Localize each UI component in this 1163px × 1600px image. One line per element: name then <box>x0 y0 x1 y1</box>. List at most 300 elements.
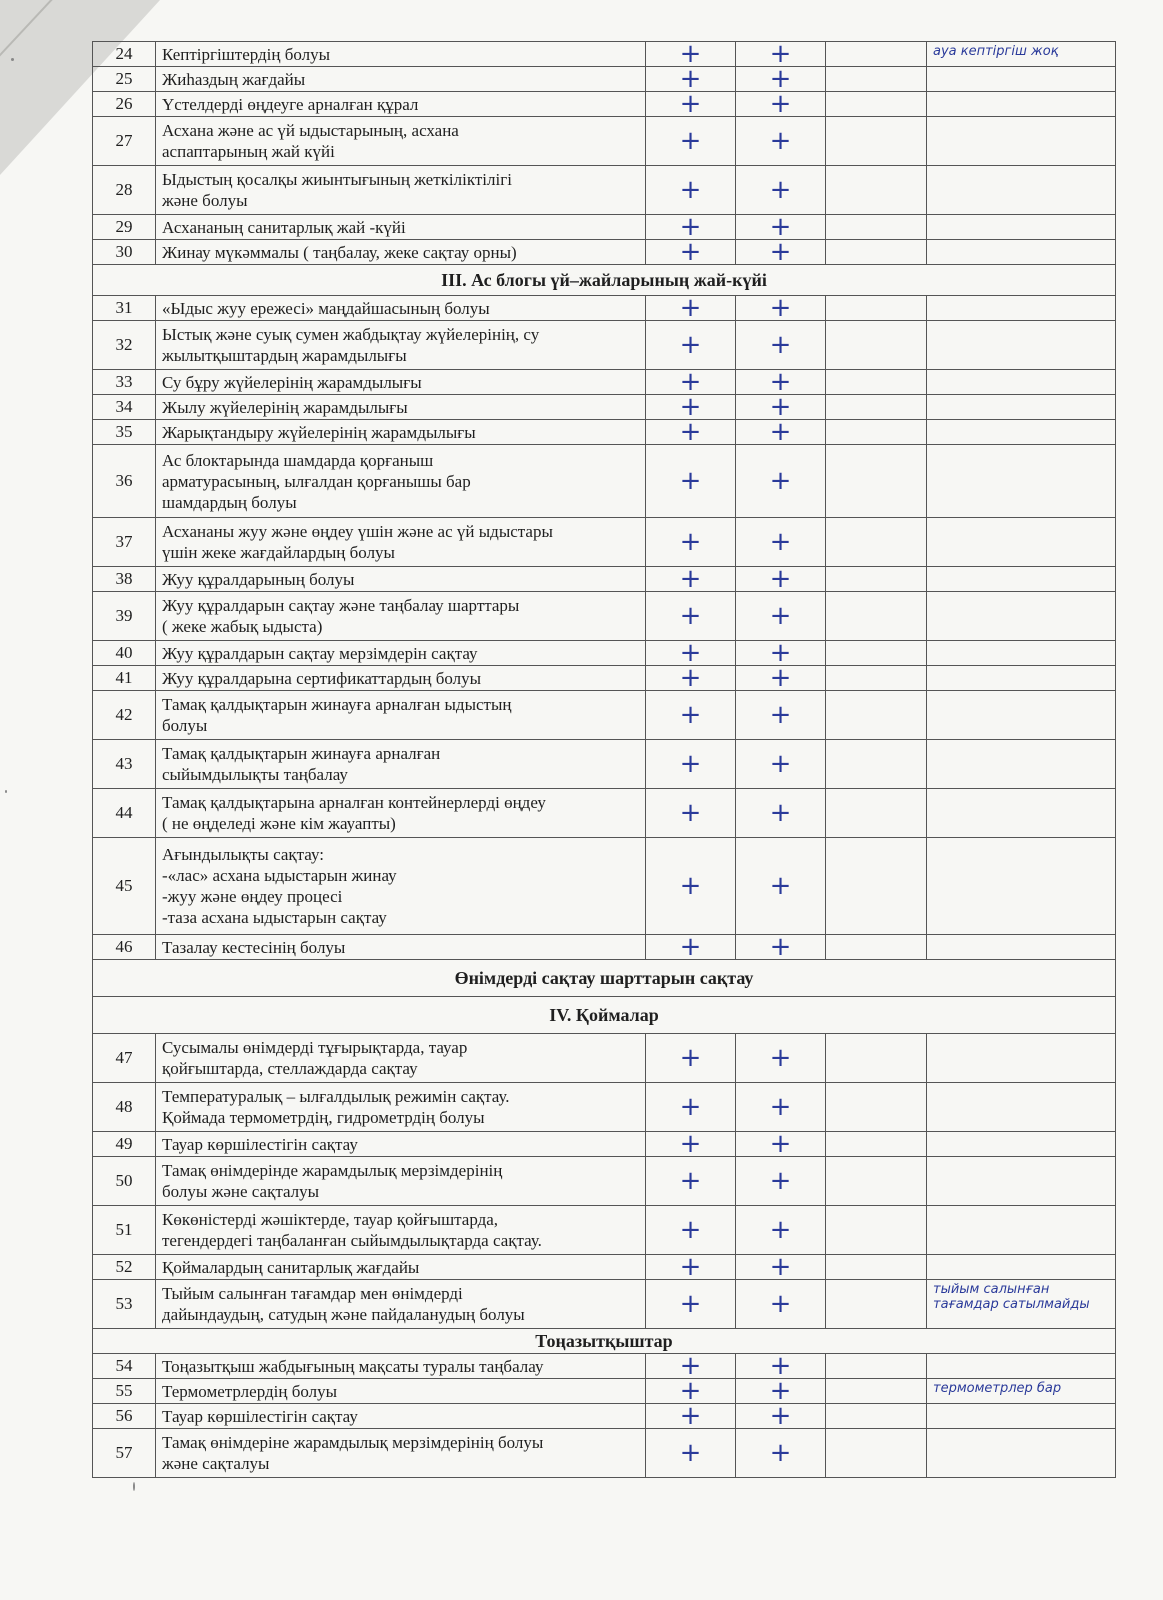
mark-cell <box>736 212 826 242</box>
handwritten-plus-mark: + <box>679 64 702 94</box>
mark-cell <box>646 663 736 693</box>
empty-cell <box>826 420 927 444</box>
criterion-text <box>156 592 646 640</box>
handwritten-plus-mark: + <box>769 871 792 901</box>
handwritten-note: тыйым салынған тағамдар сатылмайды <box>933 1282 1090 1312</box>
criterion-text <box>156 1083 646 1131</box>
criterion-line: үшін жеке жағдайлардың болуы <box>162 543 395 562</box>
handwritten-plus-mark: + <box>679 871 702 901</box>
row-number: 32 <box>93 321 156 369</box>
row-number: 57 <box>93 1429 156 1477</box>
table-row <box>93 293 1116 323</box>
criterion-text <box>156 1132 646 1156</box>
table-row <box>93 638 1116 668</box>
row-number: 25 <box>93 67 156 91</box>
empty-cell <box>826 1429 927 1477</box>
criterion-text <box>156 117 646 165</box>
table-row <box>93 1401 1116 1431</box>
mark-cell <box>736 1351 826 1381</box>
criterion-text <box>156 1354 646 1378</box>
handwritten-plus-mark: + <box>769 126 792 156</box>
table-row <box>93 1429 1116 1478</box>
row-number: 36 <box>93 445 156 517</box>
mark-cell <box>736 367 826 397</box>
note-cell <box>927 1034 1116 1082</box>
table-row <box>93 417 1116 447</box>
note-cell <box>927 215 1116 239</box>
mark-cell <box>736 64 826 94</box>
empty-cell <box>826 1404 927 1428</box>
mark-cell <box>646 166 736 214</box>
mark-cell <box>736 1034 826 1082</box>
handwritten-plus-mark: + <box>769 1252 792 1282</box>
mark-cell <box>736 117 826 165</box>
mark-cell <box>736 1157 826 1205</box>
handwritten-plus-mark: + <box>769 1166 792 1196</box>
note-cell <box>927 1280 1116 1328</box>
table-row <box>93 117 1116 166</box>
mark-cell <box>736 518 826 566</box>
mark-cell <box>736 592 826 640</box>
row-number: 29 <box>93 215 156 239</box>
criterion-text <box>156 1280 646 1328</box>
table-row <box>93 166 1116 215</box>
handwritten-plus-mark: + <box>769 932 792 962</box>
criterion-line: Үстелдерді өңдеуге арналған құрал <box>162 94 419 114</box>
handwritten-plus-mark: + <box>679 527 702 557</box>
table-row <box>93 64 1116 94</box>
row-number: 49 <box>93 1132 156 1156</box>
criterion-line: тегендердегі таңбаланған сыйымдылықтарда сақтау. <box>162 1231 542 1250</box>
note-cell <box>927 1157 1116 1205</box>
note-cell <box>927 240 1116 264</box>
criterion-text <box>156 935 646 959</box>
section-header-row <box>93 1329 1116 1354</box>
handwritten-plus-mark: + <box>769 564 792 594</box>
mark-cell <box>646 293 736 323</box>
empty-cell <box>826 838 927 934</box>
row-number: 52 <box>93 1255 156 1279</box>
mark-cell <box>646 932 736 962</box>
mark-cell <box>736 293 826 323</box>
empty-cell <box>826 370 927 394</box>
criterion-line: Қоймалардың санитарлық жағдайы <box>162 1257 420 1277</box>
table-row <box>93 1157 1116 1206</box>
handwritten-note: ауа кептіргіш жоқ <box>933 44 1059 59</box>
criterion-line: және болуы <box>162 191 248 210</box>
handwritten-plus-mark: + <box>769 1289 792 1319</box>
criterion-text <box>156 1206 646 1254</box>
empty-cell <box>826 445 927 517</box>
handwritten-plus-mark: + <box>769 466 792 496</box>
section-header-row <box>93 997 1116 1034</box>
criterion-line: Жуу құралдарын сақтау мерзімдерін сақтау <box>162 643 478 663</box>
criterion-text <box>156 370 646 394</box>
row-number: 43 <box>93 740 156 788</box>
handwritten-plus-mark: + <box>679 700 702 730</box>
mark-cell <box>646 1401 736 1431</box>
criterion-line: Тамақ қалдықтарына арналған контейнерлерді өңдеу <box>162 793 546 812</box>
section-header: Өнімдерді сақтау шарттарын сақтау <box>93 960 1116 996</box>
handwritten-plus-mark: + <box>679 1289 702 1319</box>
mark-cell <box>646 237 736 267</box>
note-cell <box>927 1083 1116 1131</box>
handwritten-plus-mark: + <box>679 1376 702 1406</box>
note-cell <box>927 1429 1116 1477</box>
note-cell <box>927 395 1116 419</box>
empty-cell <box>826 789 927 837</box>
criterion-line: Көкөністерді жәшіктерде, тауар қойғыштарда, <box>162 1210 499 1229</box>
table-row <box>93 932 1116 962</box>
mark-cell <box>646 1351 736 1381</box>
note-cell <box>927 67 1116 91</box>
empty-cell <box>826 117 927 165</box>
table-row <box>93 691 1116 740</box>
empty-cell <box>826 935 927 959</box>
mark-cell <box>736 166 826 214</box>
section-header: ІІІ. Ас блогы үй–жайларының жай-күйі <box>93 265 1116 295</box>
handwritten-plus-mark: + <box>769 89 792 119</box>
criterion-text <box>156 445 646 517</box>
mark-cell <box>646 392 736 422</box>
handwritten-plus-mark: + <box>769 1092 792 1122</box>
handwritten-plus-mark: + <box>679 330 702 360</box>
criterion-text <box>156 296 646 320</box>
criterion-line: Ыдыстың қосалқы жиынтығының жеткіліктілігі <box>162 170 512 189</box>
criterion-line: Тамақ қалдықтарын жинауға арналған <box>162 744 441 763</box>
row-number: 28 <box>93 166 156 214</box>
criterion-text <box>156 1404 646 1428</box>
criterion-text <box>156 215 646 239</box>
row-number: 40 <box>93 641 156 665</box>
handwritten-plus-mark: + <box>769 1376 792 1406</box>
criterion-line: арматурасының, ылғалдан қорғанышы бар <box>162 471 471 491</box>
row-number: 50 <box>93 1157 156 1205</box>
note-cell <box>927 166 1116 214</box>
row-number: 56 <box>93 1404 156 1428</box>
criterion-line: ( не өңделеді және кім жауапты) <box>162 814 396 833</box>
criterion-line: болуы <box>162 716 208 735</box>
mark-cell <box>646 321 736 369</box>
handwritten-plus-mark: + <box>769 749 792 779</box>
handwritten-plus-mark: + <box>679 1351 702 1381</box>
criterion-text <box>156 789 646 837</box>
criterion-line: Асхана және ас үй ыдыстарының, асхана <box>162 121 459 140</box>
handwritten-plus-mark: + <box>679 638 702 668</box>
criterion-text <box>156 166 646 214</box>
mark-cell <box>736 39 826 69</box>
criterion-line: -«лас» асхана ыдыстарын жинау <box>162 866 397 885</box>
table-row <box>93 321 1116 370</box>
empty-cell <box>826 1083 927 1131</box>
criterion-line: Тауар көршілестігін сақтау <box>162 1134 358 1154</box>
mark-cell <box>736 691 826 739</box>
mark-cell <box>736 392 826 422</box>
mark-cell <box>646 638 736 668</box>
row-number: 27 <box>93 117 156 165</box>
handwritten-plus-mark: + <box>679 1043 702 1073</box>
section-header: Тоңазытқыштар <box>93 1329 1116 1353</box>
mark-cell <box>736 740 826 788</box>
handwritten-plus-mark: + <box>769 212 792 242</box>
note-cell <box>927 666 1116 690</box>
criterion-line: Тамақ өнімдерінде жарамдылық мерзімдерінің <box>162 1161 503 1180</box>
criterion-line: дайындаудың, сатудың және пайдаланудың болуы <box>162 1305 525 1324</box>
mark-cell <box>646 39 736 69</box>
mark-cell <box>646 740 736 788</box>
criterion-text <box>156 395 646 419</box>
mark-cell <box>736 1083 826 1131</box>
criterion-text <box>156 1157 646 1205</box>
handwritten-plus-mark: + <box>679 367 702 397</box>
row-number: 30 <box>93 240 156 264</box>
empty-cell <box>826 1157 927 1205</box>
mark-cell <box>646 838 736 934</box>
empty-cell <box>826 518 927 566</box>
row-number: 31 <box>93 296 156 320</box>
handwritten-plus-mark: + <box>769 601 792 631</box>
mark-cell <box>646 445 736 517</box>
handwritten-plus-mark: + <box>769 1215 792 1245</box>
mark-cell <box>736 1280 826 1328</box>
table-row <box>93 838 1116 935</box>
note-cell <box>927 42 1116 66</box>
handwritten-plus-mark: + <box>679 932 702 962</box>
criterion-line: Жарықтандыру жүйелерінің жарамдылығы <box>162 422 476 442</box>
handwritten-plus-mark: + <box>769 367 792 397</box>
empty-cell <box>826 321 927 369</box>
handwritten-plus-mark: + <box>679 1166 702 1196</box>
criterion-line: Қоймада термометрдің, гидрометрдің болуы <box>162 1108 485 1127</box>
handwritten-plus-mark: + <box>679 39 702 69</box>
note-cell <box>927 370 1116 394</box>
table-row <box>93 1206 1116 1255</box>
handwritten-plus-mark: + <box>769 1043 792 1073</box>
row-number: 42 <box>93 691 156 739</box>
mark-cell <box>646 1083 736 1131</box>
table-row <box>93 663 1116 693</box>
mark-cell <box>646 1206 736 1254</box>
criterion-line: және сақталуы <box>162 1454 270 1473</box>
mark-cell <box>646 1129 736 1159</box>
note-cell <box>927 321 1116 369</box>
mark-cell <box>736 321 826 369</box>
mark-cell <box>646 518 736 566</box>
empty-cell <box>826 1206 927 1254</box>
note-cell <box>927 420 1116 444</box>
table-row <box>93 592 1116 641</box>
mark-cell <box>736 1376 826 1406</box>
empty-cell <box>826 215 927 239</box>
criterion-line: Ағындылықты сақтау: <box>162 845 324 864</box>
criterion-line: Тазалау кестесінің болуы <box>162 937 346 957</box>
handwritten-plus-mark: + <box>769 1438 792 1468</box>
mark-cell <box>646 1280 736 1328</box>
row-number: 35 <box>93 420 156 444</box>
criterion-line: Тыйым салынған тағамдар мен өнімдерді <box>162 1284 463 1303</box>
criterion-line: Жуу құралдарын сақтау және таңбалау шарттары <box>162 596 520 615</box>
paper-speck <box>133 1482 135 1491</box>
row-number: 55 <box>93 1379 156 1403</box>
handwritten-plus-mark: + <box>679 1252 702 1282</box>
mark-cell <box>736 838 826 934</box>
criterion-text <box>156 1379 646 1403</box>
criterion-text <box>156 420 646 444</box>
table-row <box>93 1351 1116 1381</box>
handwritten-plus-mark: + <box>679 417 702 447</box>
table-row <box>93 1252 1116 1282</box>
empty-cell <box>826 740 927 788</box>
mark-cell <box>736 1401 826 1431</box>
criterion-text <box>156 1034 646 1082</box>
note-cell <box>927 296 1116 320</box>
mark-cell <box>646 1252 736 1282</box>
table-row <box>93 392 1116 422</box>
row-number: 24 <box>93 42 156 66</box>
handwritten-plus-mark: + <box>679 1129 702 1159</box>
criterion-line: шамдардың болуы <box>162 492 297 512</box>
criterion-text <box>156 641 646 665</box>
table-row <box>93 740 1116 789</box>
criterion-text <box>156 691 646 739</box>
row-number: 37 <box>93 518 156 566</box>
criterion-line: Жинау мүкәммалы ( таңбалау, жеке сақтау орны) <box>162 242 517 262</box>
empty-cell <box>826 1379 927 1403</box>
note-cell <box>927 592 1116 640</box>
mark-cell <box>646 1157 736 1205</box>
row-number: 47 <box>93 1034 156 1082</box>
table-row <box>93 1376 1116 1406</box>
empty-cell <box>826 1132 927 1156</box>
criterion-line: сыйымдылықты таңбалау <box>162 765 348 784</box>
handwritten-plus-mark: + <box>769 798 792 828</box>
handwritten-plus-mark: + <box>769 1401 792 1431</box>
handwritten-plus-mark: + <box>679 1215 702 1245</box>
mark-cell <box>736 89 826 119</box>
criterion-line: қойғыштарда, стеллаждарда сақтау <box>162 1059 418 1078</box>
mark-cell <box>646 417 736 447</box>
empty-cell <box>826 240 927 264</box>
criterion-text <box>156 666 646 690</box>
note-cell <box>927 567 1116 591</box>
handwritten-plus-mark: + <box>769 330 792 360</box>
criterion-line: Тамақ қалдықтарын жинауға арналған ыдыстың <box>162 695 512 714</box>
handwritten-plus-mark: + <box>769 64 792 94</box>
handwritten-plus-mark: + <box>679 663 702 693</box>
note-cell <box>927 740 1116 788</box>
criterion-text <box>156 518 646 566</box>
mark-cell <box>646 1429 736 1477</box>
mark-cell <box>736 663 826 693</box>
criterion-text <box>156 567 646 591</box>
handwritten-plus-mark: + <box>679 466 702 496</box>
empty-cell <box>826 296 927 320</box>
checklist-table <box>92 41 1116 1478</box>
criterion-text <box>156 1255 646 1279</box>
paper-speck <box>5 790 7 793</box>
note-cell <box>927 1206 1116 1254</box>
row-number: 44 <box>93 789 156 837</box>
criterion-text <box>156 838 646 934</box>
handwritten-plus-mark: + <box>769 392 792 422</box>
criterion-line: Асхананың санитарлық жай -күйі <box>162 217 406 237</box>
mark-cell <box>736 638 826 668</box>
handwritten-plus-mark: + <box>769 237 792 267</box>
row-number: 53 <box>93 1280 156 1328</box>
row-number: 26 <box>93 92 156 116</box>
criterion-text <box>156 1429 646 1477</box>
mark-cell <box>646 64 736 94</box>
note-cell <box>927 117 1116 165</box>
table-row <box>93 445 1116 518</box>
criterion-line: Тамақ өнімдеріне жарамдылық мерзімдерінің болуы <box>162 1433 544 1452</box>
criterion-line: ( жеке жабық ыдыста) <box>162 617 323 636</box>
criterion-line: жылытқыштардың жарамдылығы <box>162 346 407 365</box>
table-row <box>93 789 1116 838</box>
mark-cell <box>646 564 736 594</box>
table-row <box>93 212 1116 242</box>
table-row <box>93 1280 1116 1329</box>
handwritten-plus-mark: + <box>679 601 702 631</box>
mark-cell <box>646 117 736 165</box>
note-cell <box>927 935 1116 959</box>
row-number: 46 <box>93 935 156 959</box>
table-row <box>93 1083 1116 1132</box>
row-number: 54 <box>93 1354 156 1378</box>
handwritten-plus-mark: + <box>769 1351 792 1381</box>
table-row <box>93 564 1116 594</box>
mark-cell <box>736 1429 826 1477</box>
criterion-line: «Ыдыс жуу ережесі» маңдайшасының болуы <box>162 298 490 318</box>
handwritten-plus-mark: + <box>679 1438 702 1468</box>
mark-cell <box>736 1129 826 1159</box>
note-cell <box>927 1132 1116 1156</box>
row-number: 41 <box>93 666 156 690</box>
criterion-line: Тоңазытқыш жабдығының мақсаты туралы таңбалау <box>162 1356 544 1376</box>
criterion-text <box>156 321 646 369</box>
section-header-row <box>93 960 1116 997</box>
empty-cell <box>826 92 927 116</box>
mark-cell <box>646 367 736 397</box>
mark-cell <box>646 212 736 242</box>
mark-cell <box>646 1034 736 1082</box>
handwritten-plus-mark: + <box>679 126 702 156</box>
empty-cell <box>826 67 927 91</box>
handwritten-plus-mark: + <box>679 175 702 205</box>
empty-cell <box>826 691 927 739</box>
empty-cell <box>826 641 927 665</box>
criterion-line: Тауар көршілестігін сақтау <box>162 1406 358 1426</box>
handwritten-plus-mark: + <box>679 293 702 323</box>
empty-cell <box>826 166 927 214</box>
note-cell <box>927 1255 1116 1279</box>
criterion-text <box>156 42 646 66</box>
note-cell <box>927 691 1116 739</box>
table-row <box>93 89 1116 119</box>
note-cell <box>927 789 1116 837</box>
criterion-line: Жылу жүйелерінің жарамдылығы <box>162 397 408 417</box>
handwritten-plus-mark: + <box>769 417 792 447</box>
table-row <box>93 39 1116 69</box>
criterion-line: Жуу құралдарына сертификаттардың болуы <box>162 668 482 688</box>
criterion-line: Ыстық және суық сумен жабдықтау жүйелерінің, су <box>162 325 540 344</box>
row-number: 39 <box>93 592 156 640</box>
mark-cell <box>736 789 826 837</box>
handwritten-note: термометрлер бар <box>933 1381 1062 1396</box>
paper-speck <box>11 58 14 61</box>
criterion-line: Жуу құралдарының болуы <box>162 569 355 589</box>
empty-cell <box>826 1280 927 1328</box>
